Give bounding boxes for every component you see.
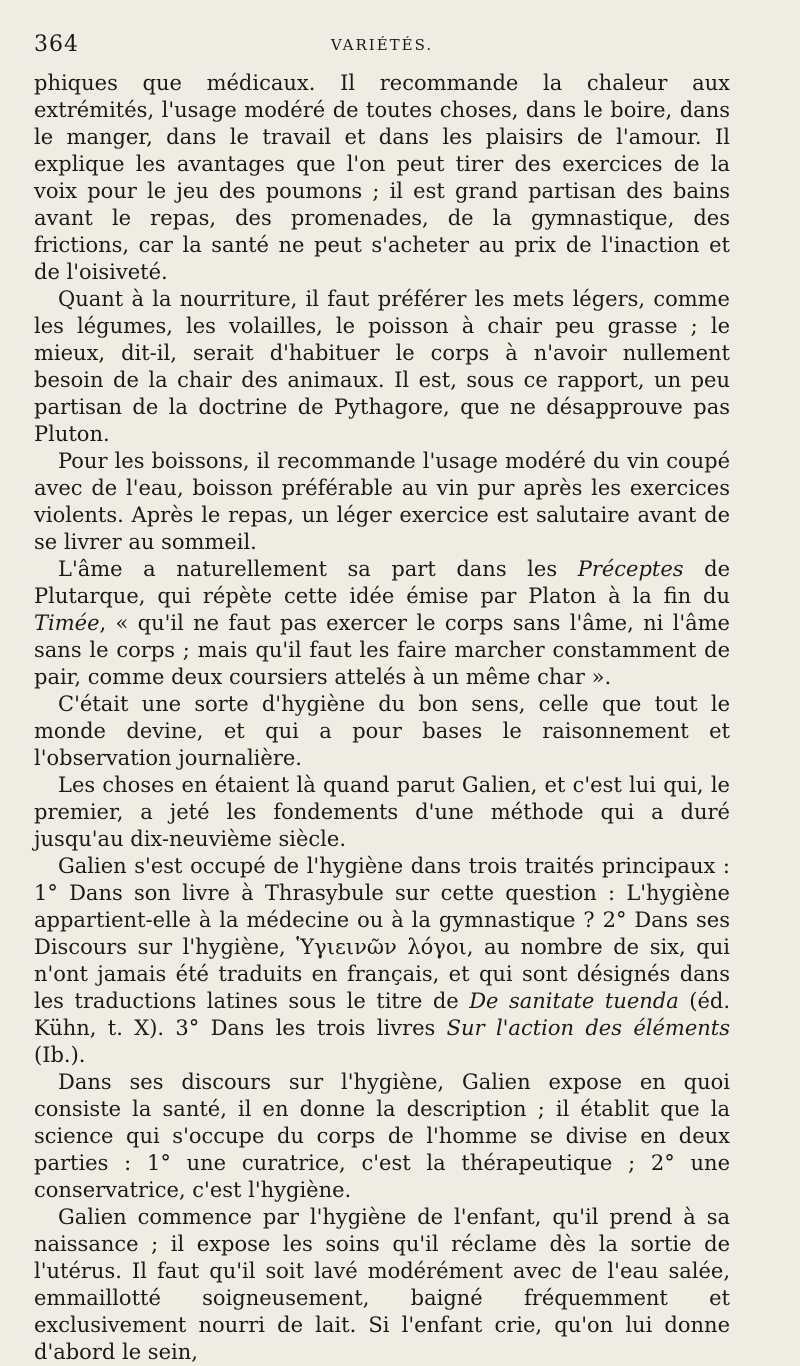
paragraph-7-part-2: (éd. Kühn, t. X). 3° Dans les trois livres	[34, 989, 730, 1040]
page-header	[34, 28, 730, 70]
paragraph-7-part-3: (Ib.).	[34, 1043, 86, 1067]
paragraph-1: phiques que médicaux. Il recommande la chaleur aux extrémités, l'usage modéré de toutes choses, dans le boire, dans le manger, dans le travail et dans les plaisirs de l'amour. Il explique les avantages que l'on peut tirer des exercices de la voix pour le jeu des poumons ; il est grand partisan des bains avant le repas, des promenades, de la gymnastique, des frictions, car la santé ne peut s'acheter au prix de l'inaction et de l'oisiveté.	[34, 71, 730, 284]
paragraph-4-part-3: , « qu'il ne faut pas exercer le corps sans l'âme, ni l'âme sans le corps ; mais qu'il faut les faire marcher constamment de pair, comme deux coursiers attelés à un même char ».	[34, 611, 730, 689]
paragraph-4	[34, 556, 730, 691]
work-title-preceptes: Préceptes	[577, 557, 684, 581]
paragraph-7-part-1: Galien s'est occupé de l'hygiène dans trois traités principaux : 1° Dans son livre à Thrasybule sur cette question : L'hygiène appartient-elle à la médecine ou à la gymnastique ? 2° Dans ses Discours sur l'hygiène, Ὑγιεινῶν λόγοι, au nombre de six, qui n'ont jamais été traduits en français, et qui sont désignés dans les traductions latines sous le titre de	[34, 854, 730, 1013]
paragraph-6: Les choses en étaient là quand parut Galien, et c'est lui qui, le premier, a jeté les fondements d'une méthode qui a duré jusqu'au dix-neuvième siècle.	[34, 773, 730, 851]
paragraph-5: C'était une sorte d'hygiène du bon sens, celle que tout le monde devine, et qui a pour bases le raisonnement et l'observation journalière.	[34, 692, 730, 770]
page-body	[34, 70, 730, 1366]
paragraph-7	[34, 853, 730, 1069]
paragraph-8: Dans ses discours sur l'hygiène, Galien expose en quoi consiste la santé, il en donne la description ; il établit que la science qui s'occupe du corps de l'homme se divise en deux parties : 1° une curatrice, c'est la thérapeutique ; 2° une conservatrice, c'est l'hygiène.	[34, 1070, 730, 1202]
paragraph-4-part-1: L'âme a naturellement sa part dans les	[58, 557, 578, 581]
paragraph-2: Quant à la nourriture, il faut préférer les mets légers, comme les légumes, les volailles, le poisson à chair peu grasse ; le mieux, dit-il, serait d'habituer le corps à n'avoir nullement besoin de la chair des animaux. Il est, sous ce rapport, un peu partisan de la doctrine de Pythagore, que ne désapprouve pas Pluton.	[34, 287, 730, 446]
paragraph-4-part-2: de Plutarque, qui répète cette idée émise par Platon à la fin du	[34, 557, 731, 608]
work-title-action-elements: Sur l'action des éléments	[446, 1016, 730, 1040]
paragraph-9: Galien commence par l'hygiène de l'enfant, qu'il prend à sa naissance ; il expose les soins qu'il réclame dès la sortie de l'utérus. Il faut qu'il soit lavé modérément avec de l'eau salée, emmaillotté soigneusement, baigné fréquemment et exclusivement nourri de lait. Si l'enfant crie, qu'on lui donne d'abord le sein,	[34, 1205, 730, 1364]
running-head: VARIÉTÉS.	[330, 36, 434, 54]
paragraph-3: Pour les boissons, il recommande l'usage modéré du vin coupé avec de l'eau, boisson préférable au vin pur après les exercices violents. Après le repas, un léger exercice est salutaire avant de se livrer au sommeil.	[34, 449, 730, 554]
work-title-de-sanitate: De sanitate tuenda	[469, 989, 679, 1013]
work-title-timee: Timée	[34, 611, 100, 635]
page-number: 364	[34, 32, 79, 57]
